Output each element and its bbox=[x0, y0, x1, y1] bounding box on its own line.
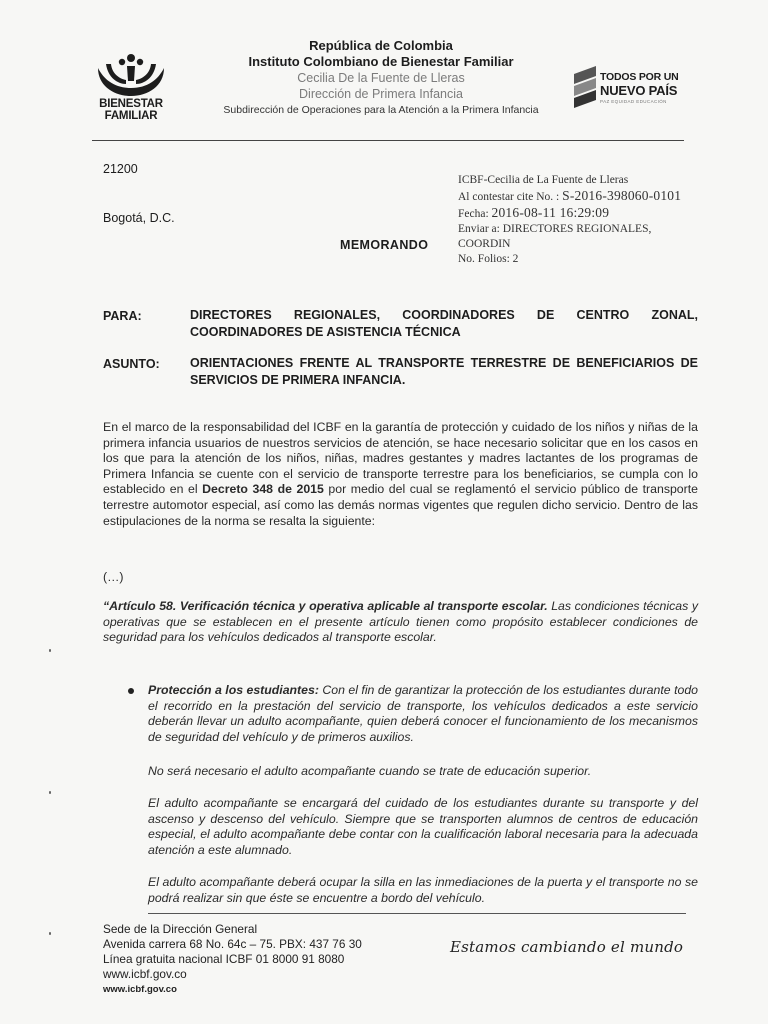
subdirection-line: Subdirección de Operaciones para la Atención a la Primera Infancia bbox=[223, 104, 539, 116]
stamp-send-to: Enviar a: DIRECTORES REGIONALES, bbox=[458, 223, 652, 235]
decree-reference: Decreto 348 de 2015 bbox=[202, 482, 324, 497]
footer-website-small: www.icbf.gov.co bbox=[103, 984, 177, 995]
stamp-date-value: 2016-08-11 16:29:09 bbox=[491, 205, 610, 220]
para-value: DIRECTORES REGIONALES, COORDINADORES DE CENTRO ZONAL, COORDINADORES DE ASISTENCIA TÉCNICA bbox=[190, 308, 698, 339]
asunto-value: ORIENTACIONES FRENTE AL TRANSPORTE TERRESTRE DE BENEFICIARIOS DE SERVICIOS DE PRIMERA INFANCIA. bbox=[190, 356, 698, 387]
para-label: PARA: bbox=[103, 309, 142, 323]
flag-stripes-icon bbox=[572, 64, 598, 114]
doc-type: MEMORANDO bbox=[340, 238, 429, 252]
reference-number: S-2016-398060-0101 bbox=[562, 188, 682, 203]
article-paragraph: “Artículo 58. Verificación técnica y operativa aplicable al transporte escolar. Las condiciones técnicas y operativas que se establecen en el presente artículo tienen como propósito establecer condiciones de seguridad para los vehículos dedicados al transporte escolar. bbox=[103, 599, 698, 645]
family-hands-icon bbox=[92, 50, 170, 98]
stamp-send-to-cont: COORDIN bbox=[458, 238, 511, 250]
scan-speck bbox=[49, 791, 51, 794]
logo-left-text: BIENESTAR FAMILIAR bbox=[99, 98, 163, 122]
scan-speck bbox=[49, 932, 51, 935]
stamp-reference: Al contestar cite No. : S-2016-398060-0101 bbox=[458, 188, 682, 203]
sub-paragraph-1: No será necesario el adulto acompañante cuando se trate de educación superior. bbox=[148, 764, 592, 778]
footer-street: Avenida carrera 68 No. 64c – 75. PBX: 437 76 30 bbox=[103, 937, 362, 951]
header-divider bbox=[92, 140, 684, 141]
logo-right-line3: PAZ EQUIDAD EDUCACIÓN bbox=[600, 99, 667, 104]
footer-divider bbox=[148, 913, 686, 914]
sub-paragraph-3: El adulto acompañante deberá ocupar la silla en las inmediaciones de la puerta y el transporte no se podrá realizar sin que éste se encuentre a bordo del vehículo. bbox=[148, 875, 698, 905]
scan-speck bbox=[49, 649, 51, 652]
footer-website: www.icbf.gov.co bbox=[103, 967, 187, 981]
direction-line: Dirección de Primera Infancia bbox=[299, 87, 463, 101]
logo-right-line2: NUEVO PAÍS bbox=[600, 83, 678, 98]
logo-right-line1: TODOS POR UN bbox=[600, 71, 679, 83]
asunto-label: ASUNTO: bbox=[103, 357, 160, 371]
institute-line: Instituto Colombiano de Bienestar Familiar bbox=[248, 54, 514, 69]
footer-hq: Sede de la Dirección General bbox=[103, 922, 258, 936]
ellipsis: (…) bbox=[103, 570, 124, 584]
bullet-icon bbox=[128, 688, 134, 694]
footer-address bbox=[103, 922, 362, 997]
article-title: “Artículo 58. Verificación técnica y operativa aplicable al transporte escolar. bbox=[103, 599, 548, 613]
stamp-folios: No. Folios: 2 bbox=[458, 253, 519, 265]
icbf-logo bbox=[92, 50, 170, 128]
nuevo-pais-logo bbox=[572, 56, 690, 120]
sub-paragraph-2: El adulto acompañante se encargará del cuidado de los estudiantes durante su transporte y del ascenso y descenso del vehículo. Siempre que se transporten alumnos de centros de educación especial, el adulto acompañante debe contar con la cualificación laboral necesaria para la adecuada atención a este alumnado. bbox=[148, 796, 698, 857]
city-line: Bogotá, D.C. bbox=[103, 211, 175, 225]
letterhead bbox=[200, 38, 562, 118]
stamp-entity: ICBF-Cecilia de La Fuente de Lleras bbox=[458, 174, 629, 186]
bullet-title: Protección a los estudiantes: bbox=[148, 683, 319, 697]
bullet-paragraph: Protección a los estudiantes: Con el fin de garantizar la protección de los estudiantes durante todo el recorrido en la prestación del servicio de transporte, los vehículos dedicados a este servicio deberán llevar un adulto acompañante, quien deberá conocer el funcionamiento de los mecanismos de seguridad del vehículo y de primeros auxilios. bbox=[148, 683, 698, 744]
footer-hotline: Línea gratuita nacional ICBF 01 8000 91 8080 bbox=[103, 952, 345, 966]
intro-paragraph: En el marco de la responsabilidad del ICBF en la garantía de protección y cuidado de los niños y niñas de la primera infancia usuarios de nuestros servicios de atención, se hace necesario solicitar que en los casos en los que para la atención de los niños, niñas, madres gestantes y madres lactantes de los programas de Primera Infancia se cuente con el servicio de transporte terrestre para los beneficiarios, se cumpla con lo establecido en el Decreto 348 de 2015 por medio del cual se reglamentó el servicio público de transporte terrestre automotor especial, así como las demás normas vigentes que regulen dicho servicio. Dentro de las estipulaciones de la norma se resalta la siguiente: bbox=[103, 420, 698, 528]
slogan: Estamos cambiando el mundo bbox=[450, 938, 684, 956]
filing-stamp bbox=[458, 173, 728, 267]
stamp-date: Fecha: 2016-08-11 16:29:09 bbox=[458, 205, 610, 220]
patron-line: Cecilia De la Fuente de Lleras bbox=[297, 71, 465, 85]
country-line: República de Colombia bbox=[309, 38, 453, 53]
doc-code: 21200 bbox=[103, 162, 138, 176]
